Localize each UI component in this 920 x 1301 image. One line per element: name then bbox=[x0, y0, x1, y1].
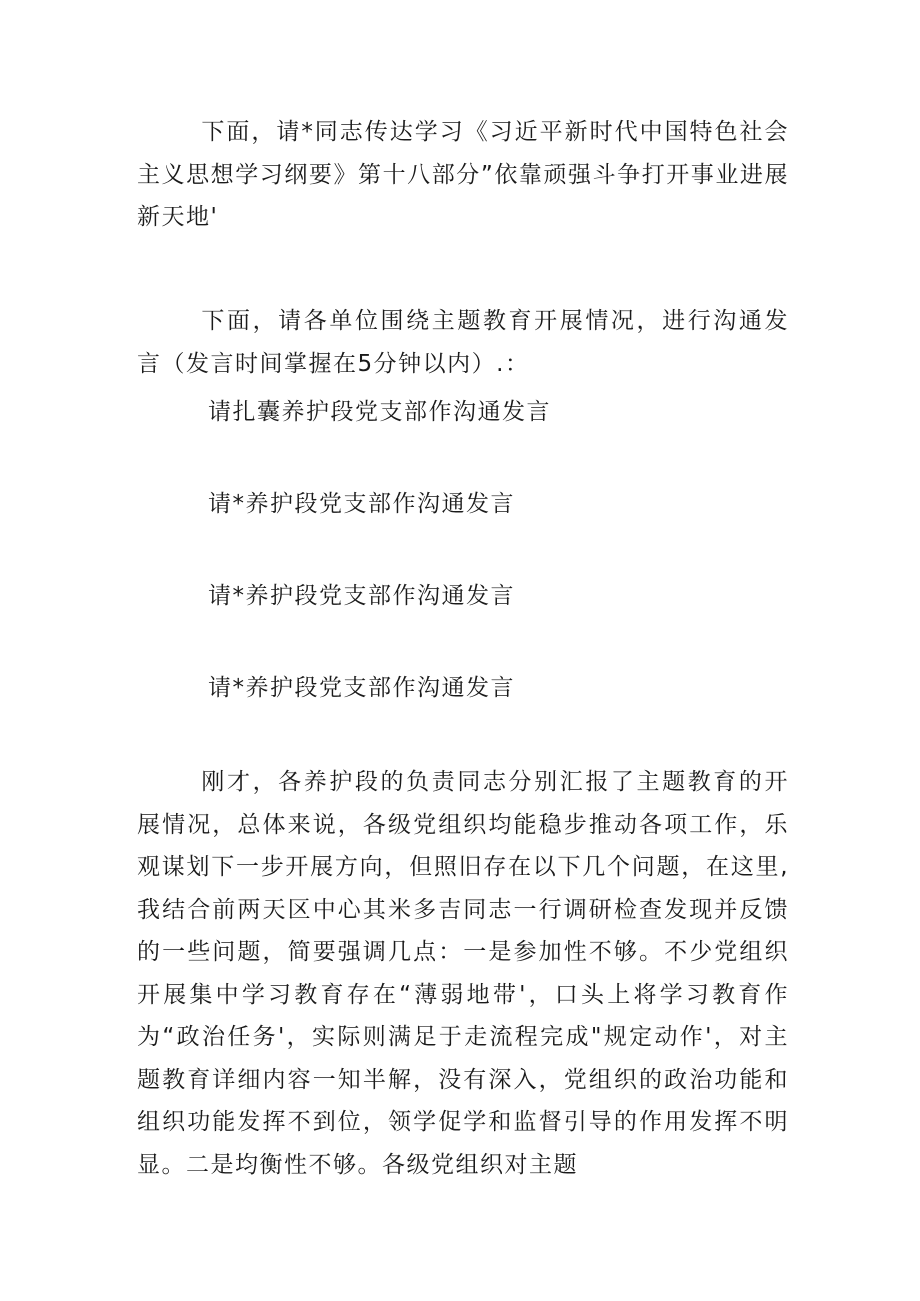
paragraph-summary-issues: 刚才，各养护段的负责同志分别汇报了主题教育的开展情况，总体来说，各级党组织均能稳步推动各项工作，乐观谋划下一步开展方向，但照旧存在以下几个问题，在这里,我结合前两天区中心其米多吉同志一行调研检查发现并反馈的一些问题，简要强调几点：一是参加性不够。不少党组织开展集中学习教育存在“薄弱地带'，口头上将学习教育作为“政治任务'，实际则满足于走流程完成"规定动作'，对主题教育详细内容一知半解，没有深入，党组织的政治功能和组织功能发挥不到位，领学促学和监督引导的作用发挥不明显。二是均衡性不够。各级党组织对主题 bbox=[137, 769, 789, 1178]
paragraph-speech-arrangement: 下面，请各单位围绕主题教育开展情况，进行沟通发言（发言时间掌握在5分钟以内）.： bbox=[137, 308, 789, 377]
speaker-line-zhanang: 请扎囊养护段党支部作沟通发言 bbox=[208, 399, 551, 425]
speaker-line-4: 请*养护段党支部作沟通发言 bbox=[208, 675, 515, 701]
paragraph-study-announcement: 下面，请*同志传达学习《习近平新时代中国特色社会主义思想学习纲要》第十八部分”依靠顽强斗争打开事业进展新天地' bbox=[137, 119, 789, 230]
speaker-line-2: 请*养护段党支部作沟通发言 bbox=[208, 491, 515, 517]
speaker-line-3: 请*养护段党支部作沟通发言 bbox=[208, 583, 515, 609]
